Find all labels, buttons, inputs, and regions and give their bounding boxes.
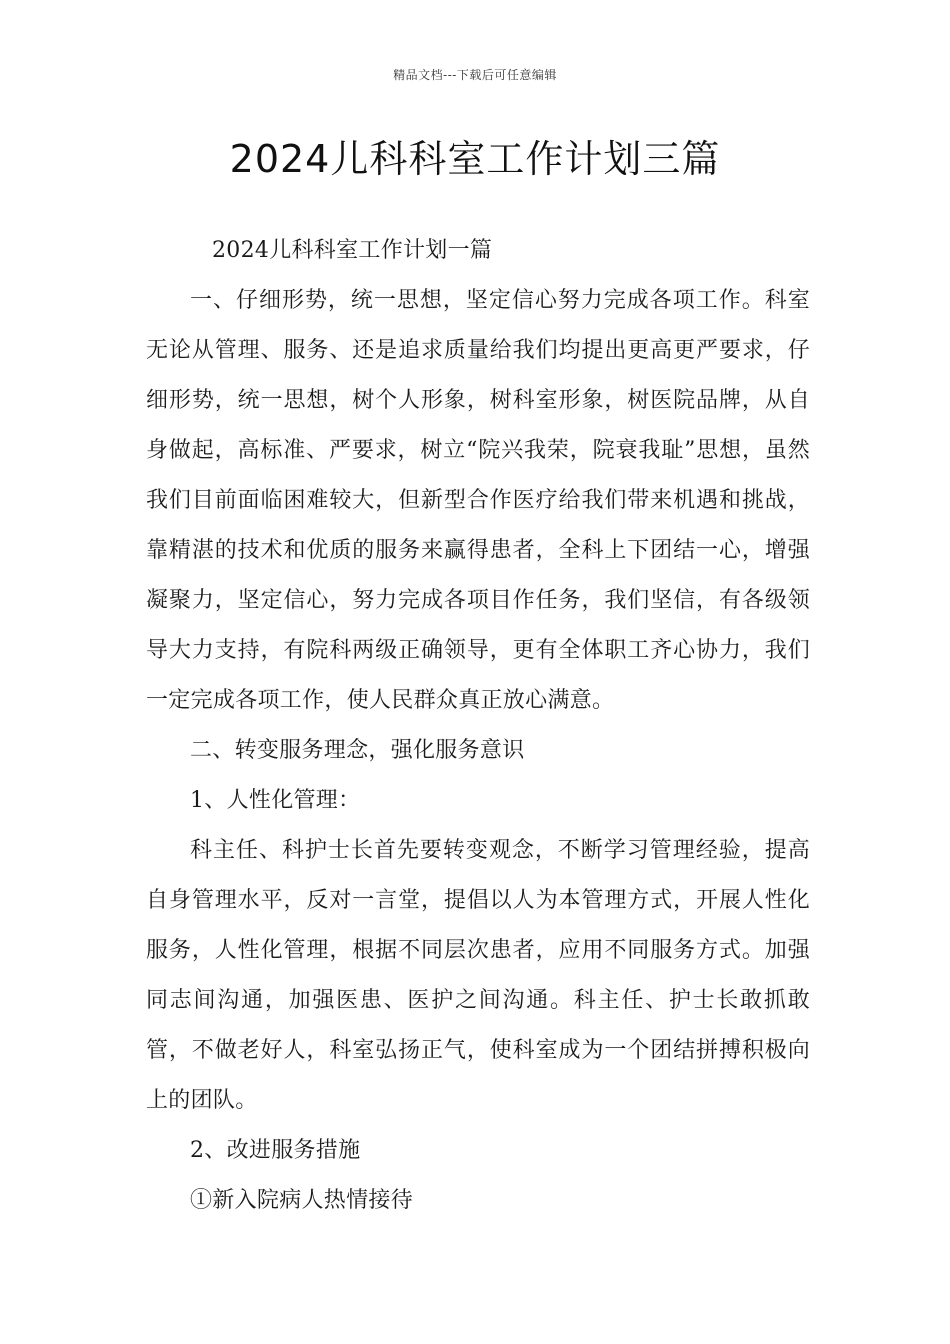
section-subtitle: 2024儿科科室工作计划一篇 (212, 238, 493, 263)
heading-service-concept: 二、转变服务理念，强化服务意识 (190, 738, 525, 763)
document-body (146, 226, 810, 1226)
heading-humanized-management: 1、人性化管理： (190, 788, 361, 813)
list-item-new-admission: ①新入院病人热情接待 (190, 1188, 414, 1213)
paragraph-humanized-management: 科主任、科护士长首先要转变观念，不断学习管理经验，提高自身管理水平，反对一言堂，提倡以人为本管理方式，开展人性化服务，人性化管理，根据不同层次患者，应用不同服务方式。加强同志间沟通，加强医患、医护之间沟通。科主任、护士长敢抓敢管，不做老好人，科室弘扬正气，使科室成为一个团结拼搏积极向上的团队。 (146, 838, 810, 1113)
document-title: 2024儿科科室工作计划三篇 (229, 137, 721, 181)
heading-improve-service: 2、改进服务措施 (190, 1138, 361, 1163)
paragraph-unify-thinking: 一、仔细形势，统一思想，坚定信心努力完成各项工作。科室无论从管理、服务、还是追求质量给我们均提出更高更严要求，仔细形势，统一思想，树个人形象，树科室形象，树医院品牌，从自身做起，高标准、严要求，树立“院兴我荣，院衰我耻”思想，虽然我们目前面临困难较大，但新型合作医疗给我们带来机遇和挑战，靠精湛的技术和优质的服务来赢得患者，全科上下团结一心，增强凝聚力，坚定信心，努力完成各项目作任务，我们坚信，有各级领导大力支持，有院科两级正确领导，更有全体职工齐心协力，我们一定完成各项工作，使人民群众真正放心满意。 (146, 288, 810, 713)
page-header-note: 精品文档---下载后可任意编辑 (393, 68, 557, 82)
